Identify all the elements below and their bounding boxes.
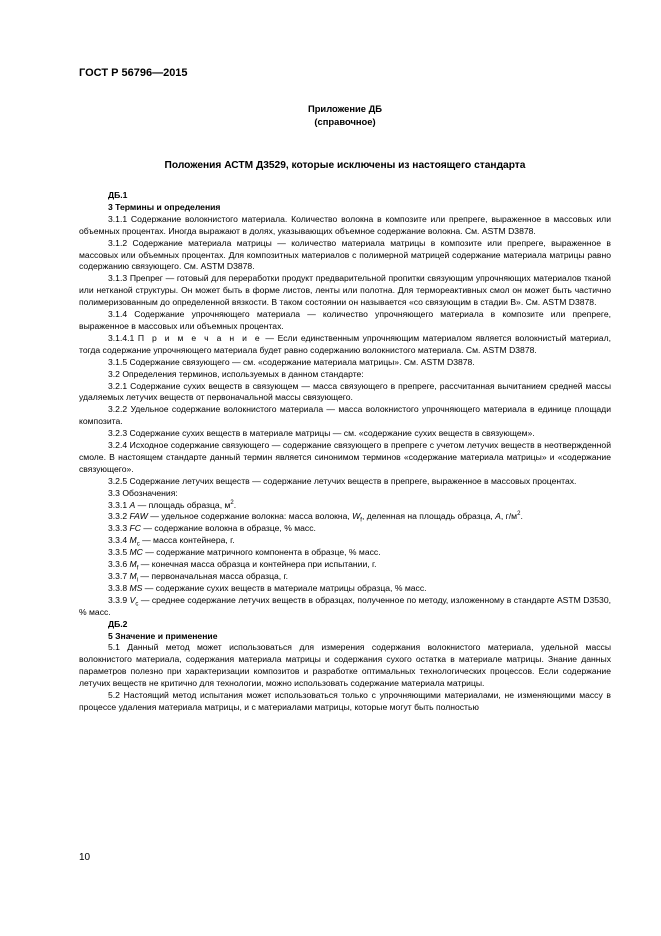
document-body — [79, 190, 611, 714]
symbol-3-3-8 — [79, 583, 611, 595]
subscript: f — [360, 518, 362, 525]
symbol: M — [129, 571, 137, 581]
symbol-text: — содержание сухих веществ в материале матрицы образца, % масс. — [142, 582, 427, 593]
note-number: 3.1.4.1 — [108, 332, 135, 343]
paragraph-3-2-3: 3.2.3 Содержание сухих веществ в материале матрицы — см. «содержание сухих веществ в связующем». — [108, 428, 535, 439]
subscript: c — [135, 601, 139, 608]
subscript: c — [136, 542, 140, 548]
symbol: M — [129, 535, 137, 546]
section-5-heading: 5 Значение и применение — [108, 630, 218, 641]
symbol-3-3-6 — [79, 559, 611, 571]
paragraph-3-1-2: 3.1.2 Содержание материала матрицы — количество материала матрицы в композите или препреге, выраженное в массовых или объемных процентах. Для композитных материалов с полимерной матрицей содержание материала матрицы равно содержанию связующего. См. ASTM D3878. — [79, 237, 611, 272]
item-number: 3.3.3 — [108, 523, 128, 534]
paragraph-3-2-5: 3.2.5 Содержание летучих веществ — содержание летучих веществ в препреге, выраженное в массовых процентах. — [108, 475, 577, 486]
symbol: MC — [129, 547, 143, 558]
symbol-text: — среднее содержание летучих веществ в образцах, полученное по методу, изложенному в стандарте ASTM D3530, % масс. — [79, 594, 611, 617]
symbol: A — [495, 511, 501, 522]
superscript: 2 — [517, 511, 521, 518]
annex-kind: (справочное) — [314, 116, 376, 127]
symbol-3-3-4 — [79, 535, 611, 547]
db1-label: ДБ.1 — [108, 190, 128, 200]
item-number: 3.3.1 — [108, 499, 128, 510]
paragraph-3-1-4: 3.1.4 Содержание упрочняющего материала — количество упрочняющего материала в композите или препреге, выраженное в массовых или объемных процентах. — [79, 309, 611, 331]
punct: . — [520, 511, 523, 522]
page-number: 10 — [79, 852, 91, 863]
paragraph-3-3: 3.3 Обозначения: — [108, 487, 178, 498]
section-3-heading: 3 Термины и определения — [108, 201, 221, 212]
symbol-text: — конечная масса образца и контейнера при испытании, г. — [138, 559, 377, 570]
document-code-header: ГОСТ Р 56796—2015 — [79, 67, 188, 79]
subscript: i — [136, 577, 139, 584]
symbol: FC — [129, 523, 141, 534]
annex-label: Приложение ДБ — [307, 103, 383, 114]
item-number: 3.3.9 — [108, 594, 128, 605]
item-number: 3.3.4 — [108, 535, 128, 546]
note-label: П р и м е ч а н и е — [137, 332, 262, 343]
symbol-text: — площадь образца, м — [135, 499, 231, 510]
paragraph-3-2-2: 3.2.2 Удельное содержание волокнистого материала — масса волокнистого упрочняющего материала в единице площади композита. — [79, 404, 611, 427]
symbol: V — [129, 594, 136, 605]
paragraph-5-1: 5.1 Данный метод может использоваться для измерения содержания волокнистого материала, удельной массы волокнистого материала, содержания материала матрицы и содержания сухого остатка в материале матрицы. Знание данных параметров полезно при характеризации композитов и разработке оптимальных технологических процессов. Если содержание летучих веществ не критично для технологии, можно использовать содержание материала матрицы. — [79, 642, 611, 689]
annex-heading — [79, 102, 611, 128]
symbol: A — [129, 499, 136, 510]
item-number: 3.3.2 — [108, 511, 128, 522]
symbol-text: — содержание волокна в образце, % масс. — [140, 523, 316, 534]
symbol-3-3-5 — [79, 547, 611, 559]
punct: . — [233, 499, 237, 510]
paragraph-3-1-3: 3.1.3 Препрег — готовый для переработки продукт предварительной пропитки связующим упрочняющих материалов тканой или нетканой структуры. Он может быть в форме листов, ленты или полотна. Для термореактивных смол он может быть частично полимеризованным до определенной вязкости. В таком состоянии он называется «со связующим в стадии В». См. ASTM D3878. — [79, 273, 611, 308]
symbol-text: — содержание матричного компонента в образце, % масс. — [142, 547, 381, 558]
item-number: 3.3.7 — [108, 571, 128, 581]
paragraph-3-1-1: 3.1.1 Содержание волокнистого материала. Количество волокна в композите или препреге, выраженное в массовых или объемных процентах. Иногда выражают в долях, указывающих объемное содержание волокна. См. ASTM D3878. — [79, 213, 611, 236]
annex-title: Положения АСТМ Д3529, которые исключены из настоящего стандарта — [164, 160, 526, 171]
symbol-3-3-7 — [79, 571, 611, 583]
symbol-text: , г/м — [500, 511, 518, 522]
symbol: FAW — [129, 511, 148, 522]
paragraph-3-2-4: 3.2.4 Исходное содержание связующего — содержание связующего в препреге с учетом летучих веществ в неотвержденной смоле. В настоящем стандарте данный термин является синонимом терминов «содержание материала матрицы» и «содержание связующего». — [79, 440, 611, 474]
item-number: 3.3.6 — [108, 559, 128, 570]
symbol: M — [129, 559, 137, 570]
subscript: f — [136, 565, 139, 572]
symbol-3-3-9 — [79, 595, 611, 619]
paragraph-3-1-5: 3.1.5 Содержание связующего — см. «содержание материала матрицы». См. ASTM D3878. — [108, 356, 475, 367]
symbol-text: — первоначальная масса образца, г. — [138, 571, 289, 581]
symbol-text: — масса контейнера, г. — [139, 535, 235, 546]
item-number: 3.3.8 — [108, 582, 128, 593]
symbol-text: , деленная на площадь образца, — [361, 511, 496, 522]
paragraph-3-1-4-1 — [79, 333, 611, 357]
superscript: 2 — [230, 499, 234, 506]
item-number: 3.3.5 — [108, 547, 128, 558]
symbol-3-3-2 — [79, 511, 611, 523]
paragraph-5-2: 5.2 Настоящий метод испытания может использоваться только с упрочняющими материалами, не изменяющими массу в процессе удаления материала матрицы, и с материалами матрицы, которые могут быть полностью — [79, 690, 611, 712]
symbol-3-3-1 — [79, 500, 611, 512]
paragraph-3-2-1: 3.2.1 Содержание сухих веществ в связующем — масса связующего в препреге, рассчитанная вычитанием средней массы удаляемых летучих веществ от первоначальной массы связующего. — [79, 380, 611, 403]
db2-label: ДБ.2 — [108, 618, 128, 629]
symbol-text: — удельное содержание волокна: масса волокна, — [147, 511, 353, 522]
note-text: — Если единственным упрочняющим материалом является волокнистый материал, тогда содержание упрочняющего материала будет равно содержанию волокнистого материала. См. ASTM D3878. — [79, 332, 611, 355]
symbol-3-3-3 — [79, 523, 611, 535]
symbol: W — [352, 511, 361, 522]
paragraph-3-2: 3.2 Определения терминов, используемых в данном стандарте: — [108, 368, 364, 379]
symbol: MS — [129, 582, 143, 593]
